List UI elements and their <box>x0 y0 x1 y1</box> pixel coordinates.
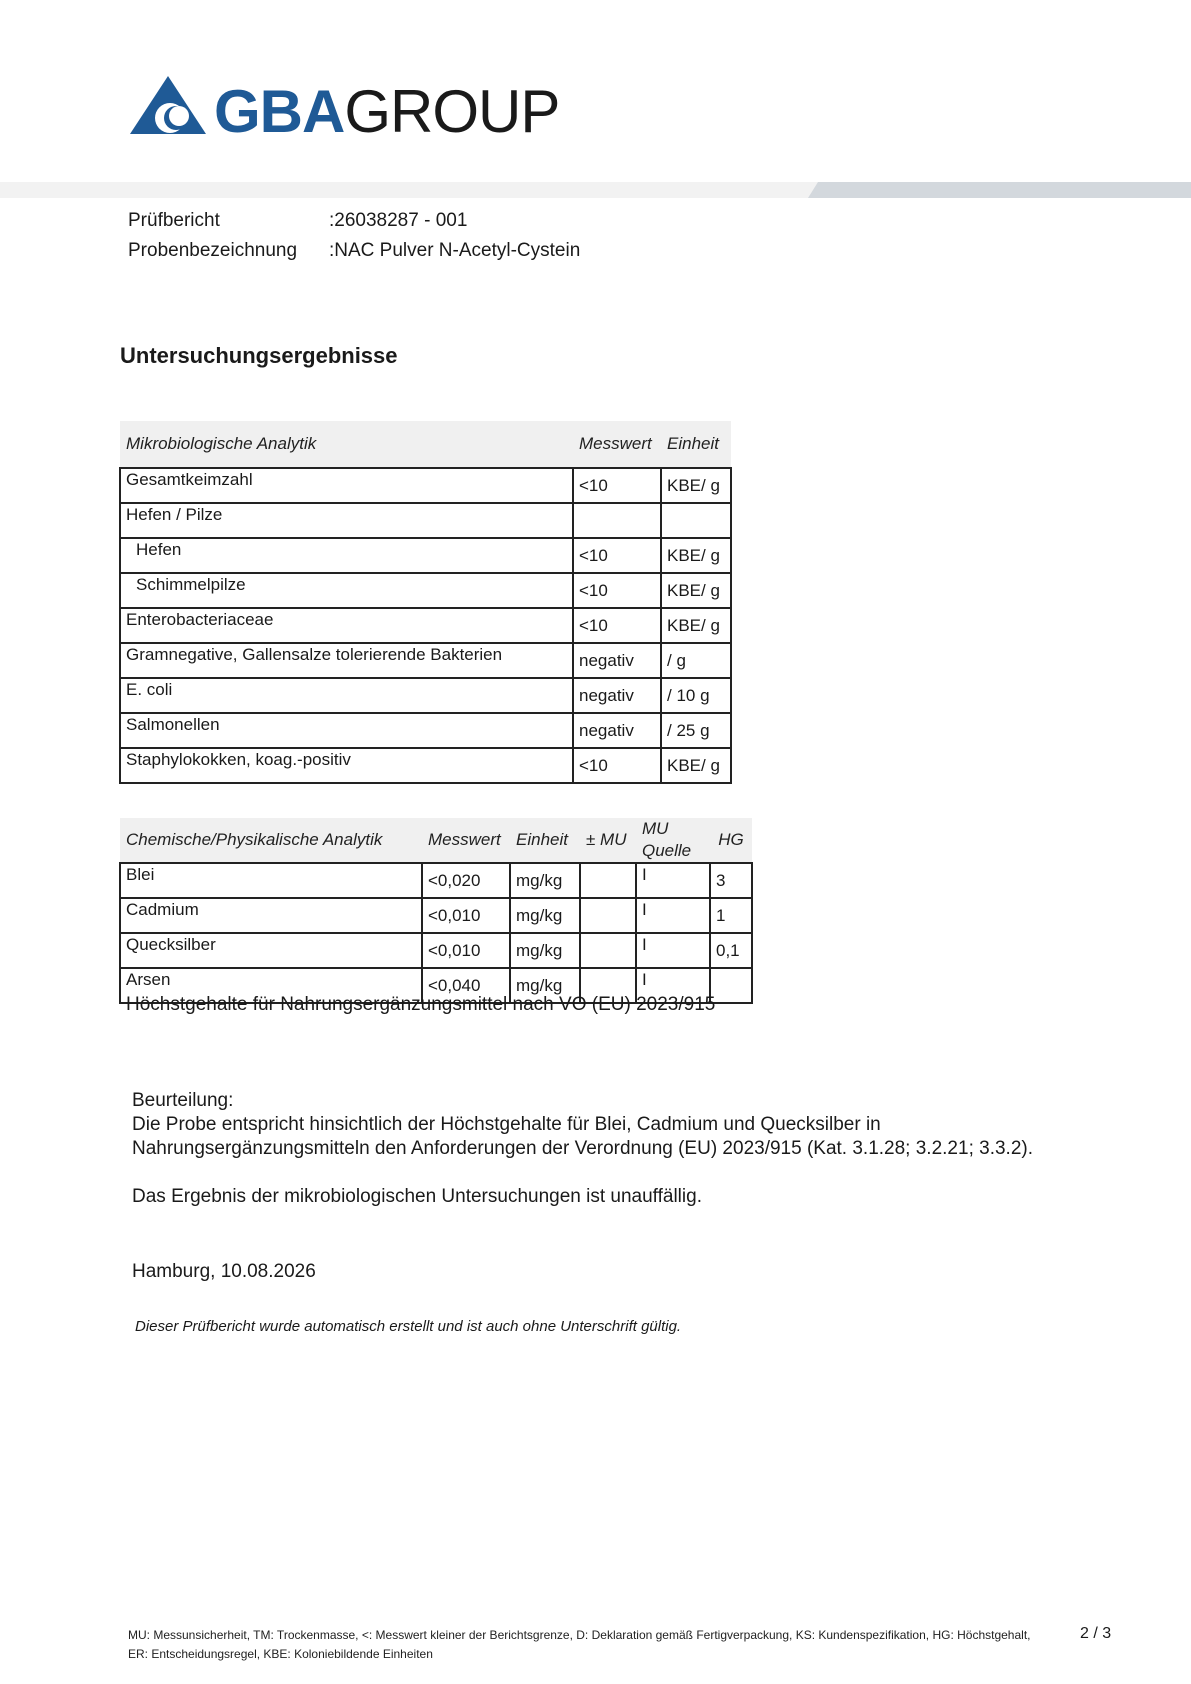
table-row <box>120 468 731 503</box>
column-header: Einheit <box>510 818 580 863</box>
column-header: HG <box>710 818 752 863</box>
company-logo <box>130 76 590 146</box>
table-row <box>120 863 752 898</box>
column-header-mu: MU <box>642 819 669 838</box>
place-date: Hamburg, 10.08.2026 <box>132 1261 316 1282</box>
header-band <box>0 182 1191 198</box>
analyte-name: Hefen <box>120 538 573 573</box>
max-level: 3 <box>710 863 752 898</box>
table-row <box>120 713 731 748</box>
measured-value: <10 <box>573 608 661 643</box>
column-header: Messwert <box>422 818 510 863</box>
assessment-heading: Beurteilung: <box>132 1090 234 1111</box>
table-header-row <box>120 818 752 863</box>
analyte-name: Enterobacteriaceae <box>120 608 573 643</box>
table-row <box>120 503 731 538</box>
automatic-report-note: Dieser Prüfbericht wurde automatisch erstellt und ist auch ohne Unterschrift gültig. <box>135 1318 682 1335</box>
measured-value: <0,010 <box>422 933 510 968</box>
analyte-name: E. coli <box>120 678 573 713</box>
table-row <box>120 898 752 933</box>
report-number-value: :26038287 - 001 <box>329 210 468 231</box>
table-row <box>120 678 731 713</box>
logo-wordmark: GBAGROUP <box>214 78 560 145</box>
assessment-line: Nahrungsergänzungsmitteln den Anforderungen der Verordnung (EU) 2023/915 (Kat. 3.1.28; 3.2.21; 3.3.2). <box>132 1138 1033 1159</box>
max-level <box>710 968 752 1003</box>
table-row <box>120 573 731 608</box>
unit: mg/kg <box>510 898 580 933</box>
column-header: Mikrobiologische Analytik <box>120 421 573 468</box>
table-row <box>120 538 731 573</box>
footnote-line: ER: Entscheidungsregel, KBE: Koloniebildende Einheiten <box>128 1647 433 1661</box>
mu-source: I <box>636 968 710 1003</box>
report-number-label: Prüfbericht <box>128 210 220 231</box>
unit: mg/kg <box>510 863 580 898</box>
analyte-name: Blei <box>120 863 422 898</box>
measured-value: <10 <box>573 748 661 783</box>
unit: mg/kg <box>510 933 580 968</box>
unit: KBE/ g <box>661 748 731 783</box>
column-header: Messwert <box>573 421 661 468</box>
unit: / 10 g <box>661 678 731 713</box>
column-header-source: Quelle <box>642 841 692 860</box>
measured-value: <10 <box>573 538 661 573</box>
column-header: Einheit <box>661 421 731 468</box>
measured-value: <10 <box>573 573 661 608</box>
max-level-note: Höchstgehalte für Nahrungsergänzungsmittel nach VO (EU) 2023/915 <box>126 994 716 1015</box>
unit: KBE/ g <box>661 573 731 608</box>
unit: / g <box>661 643 731 678</box>
sample-name-label: Probenbezeichnung <box>128 240 298 261</box>
table-header-row <box>120 421 731 468</box>
chem-results-table <box>119 818 753 1004</box>
mu-value <box>580 898 636 933</box>
analyte-name: Staphylokokken, koag.-positiv <box>120 748 573 783</box>
table-row <box>120 748 731 783</box>
unit <box>661 503 731 538</box>
micro-results-table <box>119 421 732 784</box>
analyte-name: Cadmium <box>120 898 422 933</box>
analyte-name: Salmonellen <box>120 713 573 748</box>
analyte-name: Arsen <box>120 968 422 1003</box>
report-number-row <box>128 209 467 233</box>
mu-source: I <box>636 933 710 968</box>
analyte-name: Schimmelpilze <box>120 573 573 608</box>
measured-value: <0,010 <box>422 898 510 933</box>
column-header: Chemische/Physikalische Analytik <box>120 818 422 863</box>
measured-value <box>573 503 661 538</box>
measured-value: negativ <box>573 713 661 748</box>
mu-value <box>580 863 636 898</box>
measured-value: <0,040 <box>422 968 510 1003</box>
max-level: 1 <box>710 898 752 933</box>
measured-value: <10 <box>573 468 661 503</box>
sample-name-value: :NAC Pulver N-Acetyl-Cystein <box>329 240 581 261</box>
unit: KBE/ g <box>661 538 731 573</box>
mu-source: I <box>636 863 710 898</box>
max-level: 0,1 <box>710 933 752 968</box>
mu-value <box>580 933 636 968</box>
analyte-name: Gesamtkeimzahl <box>120 468 573 503</box>
micro-result-statement: Das Ergebnis der mikrobiologischen Untersuchungen ist unauffällig. <box>132 1186 702 1207</box>
unit: mg/kg <box>510 968 580 1003</box>
unit: / 25 g <box>661 713 731 748</box>
footnote-line: MU: Messunsicherheit, TM: Trockenmasse, <: Messwert kleiner der Berichtsgrenze, D: Deklaration gemäß Fertigverpackung, KS: Kundenspezifikation, HG: Höchstgehalt, <box>128 1628 1031 1642</box>
abbreviations-footnote <box>128 1626 1031 1664</box>
assessment-line: Die Probe entspricht hinsichtlich der Höchstgehalte für Blei, Cadmium und Quecksilber in <box>132 1114 881 1135</box>
measured-value: negativ <box>573 678 661 713</box>
measured-value: <0,020 <box>422 863 510 898</box>
section-title: Untersuchungsergebnisse <box>120 343 398 368</box>
analyte-name: Gramnegative, Gallensalze tolerierende Bakterien <box>120 643 573 678</box>
analyte-name: Quecksilber <box>120 933 422 968</box>
sample-name-row <box>128 239 580 263</box>
unit: KBE/ g <box>661 468 731 503</box>
column-header: ± MU <box>580 818 636 863</box>
page-number: 2 / 3 <box>1080 1625 1112 1642</box>
analyte-name: Hefen / Pilze <box>120 503 573 538</box>
unit: KBE/ g <box>661 608 731 643</box>
table-row <box>120 933 752 968</box>
logo-mark-icon <box>130 76 206 136</box>
measured-value: negativ <box>573 643 661 678</box>
table-row <box>120 608 731 643</box>
column-header-mu-source <box>636 818 710 863</box>
table-row <box>120 643 731 678</box>
mu-source: I <box>636 898 710 933</box>
